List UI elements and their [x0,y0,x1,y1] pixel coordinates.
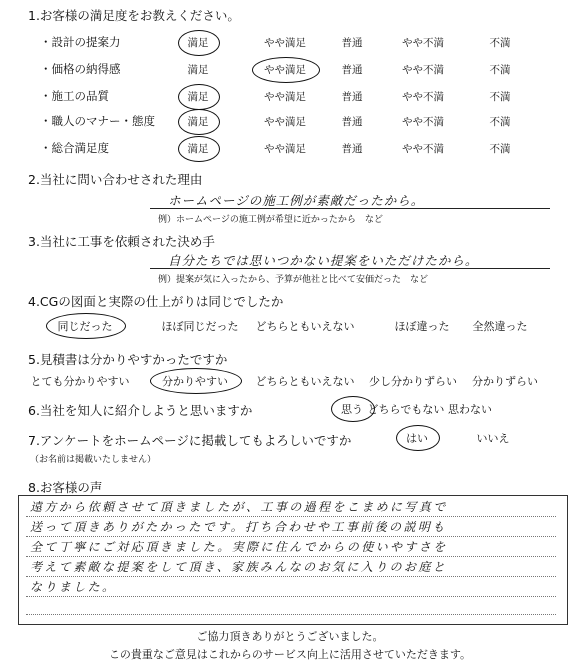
choice-option: 分かりずらい [472,375,538,388]
ruled-line [26,516,556,517]
scale-option: 普通 [341,91,363,103]
voice-line: 全て丁寧にご対応頂きました。実際に住んでからの使いやすさを [30,540,448,554]
q3-answer: 自分たちでは思いつかない提案をいただけたから。 [168,253,479,268]
scale-option: やや不満 [402,116,444,128]
q8-title: 8.お客様の声 [28,480,103,495]
scale-option: 満足 [187,116,209,128]
choice-option: ほぼ違った [394,320,450,333]
row-label: ・価格の納得感 [40,62,121,76]
choice-option: 少し分かりずらい [369,375,457,388]
choice-option: どちらともいえない [255,375,355,388]
row-label: ・施工の品質 [40,89,109,103]
q6-title: 6.当社を知人に紹介しようと思いますか [28,403,253,418]
ruled-line [26,556,556,557]
scale-option: やや満足 [264,64,306,76]
q3-answer-line [150,268,550,269]
row-label: ・職人のマナー・態度 [40,114,155,128]
q2-answer-line [150,208,550,209]
scale-option: 不満 [489,91,511,103]
scale-option: 満足 [187,143,209,155]
voice-line: なりました。 [30,580,117,594]
selected-circle [46,313,126,339]
scale-option: やや満足 [264,91,306,103]
selected-circle [252,57,320,83]
row-label: ・設計の提案力 [40,35,121,49]
voice-line: 考えて素敵な提案をして頂き、家族みんなのお気に入りのお庭と [30,560,448,574]
selected-circle [178,30,220,56]
choice-option: 分かりやすい [162,375,228,388]
selected-circle [396,425,440,451]
ruled-line [26,596,556,597]
q2-answer: ホームページの施工例が素敵だったから。 [168,193,425,208]
choice-option: いいえ [476,432,510,445]
q3-example: 例）提案が気に入ったから、予算が他社と比べて安価だった など [158,275,429,285]
scale-option: やや不満 [402,91,444,103]
choice-option: はい [406,432,428,445]
scale-option: やや満足 [264,116,306,128]
scale-option: 不満 [489,116,511,128]
choice-option: どちらでもない [367,403,445,416]
selected-circle [178,109,220,135]
scale-option: 不満 [489,143,511,155]
scale-option: 普通 [341,37,363,49]
ruled-line [26,536,556,537]
q4-title: 4.CGの図面と実際の仕上がりは同じでしたか [28,294,284,309]
scale-option: やや不満 [402,143,444,155]
scale-option: 普通 [341,116,363,128]
q5-title: 5.見積書は分かりやすかったですか [28,352,228,367]
selected-circle [178,84,220,110]
choice-option: とても分かりやすい [30,375,130,388]
q2-example: 例）ホームページの施工例が希望に近かったから など [158,215,383,225]
selected-circle [331,396,375,422]
scale-option: 普通 [341,143,363,155]
row-label: ・総合満足度 [40,141,109,155]
voice-line: 送って頂きありがたかったです。打ち合わせや工事前後の説明も [30,520,447,534]
scale-option: 満足 [187,91,209,103]
scale-option: 不満 [489,37,511,49]
q7-title: 7.アンケートをホームページに掲載してもよろしいですか [28,433,352,448]
choice-option: どちらともいえない [255,320,355,333]
footer-note: この貴重なご意見はこれからのサービス向上に活用させていただきます。 [108,648,472,661]
scale-option: やや不満 [402,37,444,49]
footer-thanks: ご協力頂きありがとうございました。 [196,630,384,643]
choice-option: ほぼ同じだった [161,320,239,333]
ruled-line [26,576,556,577]
choice-option: 思わない [448,403,492,416]
scale-option: やや満足 [264,143,306,155]
scale-option: やや満足 [264,37,306,49]
scale-option: 不満 [489,64,511,76]
selected-circle [150,368,242,394]
voice-line: 遠方から依頼させて頂きましたが、工事の過程をこまめに写真で [30,500,448,514]
scale-option: 満足 [187,37,209,49]
q2-title: 2.当社に問い合わせされた理由 [28,172,203,187]
scale-option: 普通 [341,64,363,76]
choice-option: 全然違った [472,320,528,333]
choice-option: 同じだった [57,320,113,333]
ruled-line [26,614,556,615]
choice-option: 思う [341,403,363,416]
q7-note: （お名前は掲載いたしません） [30,455,157,465]
q3-title: 3.当社に工事を依頼された決め手 [28,234,215,249]
q1-title: 1.お客様の満足度をお教えください。 [28,8,240,23]
scale-option: 満足 [187,64,209,76]
scale-option: やや不満 [402,64,444,76]
selected-circle [178,136,220,162]
